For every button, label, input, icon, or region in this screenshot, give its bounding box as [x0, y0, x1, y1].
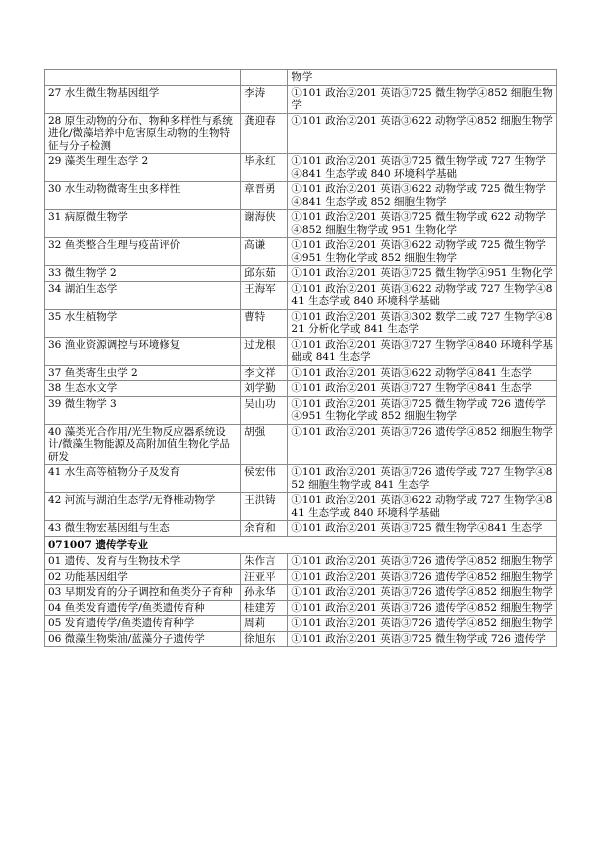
exam-subjects-cell: ①101 政治②201 英语③622 动物学或 725 微生物学④951 生物化学或 852 细胞生物学 — [288, 238, 557, 266]
advisor-cell: 李涛 — [241, 85, 288, 113]
exam-subjects-cell: ①101 政治②201 英语③726 遗传学④852 细胞生物学 — [288, 585, 557, 601]
research-direction-cell: 02 功能基因组学 — [45, 569, 241, 585]
exam-subjects-cell: ①101 政治②201 英语③622 动物学④852 细胞生物学 — [288, 113, 557, 154]
exam-subjects-cell: ①101 政治②201 英语③727 生物学④841 生态学 — [288, 381, 557, 397]
research-direction-cell: 28 原生动物的分布、物种多样性与系统进化/微藻培养中危害原生动物的生物特征与分子检测 — [45, 113, 241, 154]
advisor-cell: 胡强 — [241, 424, 288, 465]
exam-subjects-cell: ①101 政治②201 英语③725 微生物学④951 生物化学 — [288, 266, 557, 282]
table-row — [45, 266, 557, 282]
advisor-cell: 过龙根 — [241, 337, 288, 365]
research-direction-cell: 34 湖泊生态学 — [45, 281, 241, 309]
exam-subjects-cell: ①101 政治②201 英语③622 动物学或 727 生物学④841 生态学或 840 环境科学基础 — [288, 281, 557, 309]
table-row — [45, 465, 557, 493]
exam-subjects-cell: ①101 政治②201 英语③622 动物学④841 生态学 — [288, 365, 557, 381]
advisor-cell — [241, 70, 288, 86]
advisor-cell: 徐旭东 — [241, 631, 288, 647]
research-direction-cell: 05 发育遗传学/鱼类遗传育种学 — [45, 616, 241, 632]
table-row — [45, 493, 557, 521]
research-direction-cell: 39 微生物学 3 — [45, 396, 241, 424]
table-row — [45, 281, 557, 309]
research-direction-cell: 41 水生高等植物分子及发育 — [45, 465, 241, 493]
section-heading: 071007 遗传学专业 — [45, 536, 557, 554]
table-row — [45, 85, 557, 113]
research-direction-cell: 32 鱼类整合生理与疫苗评价 — [45, 238, 241, 266]
research-direction-cell: 04 鱼类发育遗传学/鱼类遗传育种 — [45, 600, 241, 616]
table-row — [45, 585, 557, 601]
advisor-cell: 李文祥 — [241, 365, 288, 381]
exam-subjects-cell: ①101 政治②201 英语③726 遗传学④852 细胞生物学 — [288, 424, 557, 465]
advisor-cell: 龚迎春 — [241, 113, 288, 154]
exam-subjects-cell: ①101 政治②201 英语③726 遗传学④852 细胞生物学 — [288, 569, 557, 585]
exam-subjects-cell: ①101 政治②201 英语③725 微生物学或 726 遗传学 — [288, 631, 557, 647]
table-row — [45, 569, 557, 585]
table-row — [45, 337, 557, 365]
research-direction-cell: 37 鱼类寄生虫学 2 — [45, 365, 241, 381]
exam-subjects-cell: ①101 政治②201 英语③726 遗传学或 727 生物学④852 细胞生物学或 841 生态学 — [288, 465, 557, 493]
research-direction-cell: 31 病原微生物学 — [45, 210, 241, 238]
exam-subjects-cell: ①101 政治②201 英语③726 遗传学④852 细胞生物学 — [288, 600, 557, 616]
research-direction-cell: 06 微藻生物柴油/蓝藻分子遗传学 — [45, 631, 241, 647]
advisor-cell: 曹特 — [241, 309, 288, 337]
section-row — [45, 536, 557, 554]
advisor-cell: 王洪铸 — [241, 493, 288, 521]
advisor-cell: 孙永华 — [241, 585, 288, 601]
research-direction-cell: 30 水生动物微寄生虫多样性 — [45, 182, 241, 210]
advisor-cell: 刘学勤 — [241, 381, 288, 397]
advisor-cell: 高谦 — [241, 238, 288, 266]
table-row — [45, 154, 557, 182]
research-direction-cell: 33 微生物学 2 — [45, 266, 241, 282]
table-row — [45, 600, 557, 616]
research-direction-cell: 42 河流与湖泊生态学/无脊椎动物学 — [45, 493, 241, 521]
advisor-cell: 桂建芳 — [241, 600, 288, 616]
table-row — [45, 70, 557, 86]
advisor-cell: 吴山功 — [241, 396, 288, 424]
table-row — [45, 616, 557, 632]
exam-subjects-cell: ①101 政治②201 英语③725 微生物学④852 细胞生物学 — [288, 85, 557, 113]
exam-subjects-cell: ①101 政治②201 英语③725 微生物学或 622 动物学④852 细胞生物学或 951 生物化学 — [288, 210, 557, 238]
advisor-cell: 汪亚平 — [241, 569, 288, 585]
research-direction-cell: 03 早期发育的分子调控和鱼类分子育种 — [45, 585, 241, 601]
research-direction-cell: 01 遗传、发育与生物技术学 — [45, 554, 241, 570]
advisor-cell: 侯宏伟 — [241, 465, 288, 493]
advisor-cell: 朱作言 — [241, 554, 288, 570]
exam-subjects-cell: ①101 政治②201 英语③727 生物学④840 环境科学基础或 841 生态学 — [288, 337, 557, 365]
research-direction-cell: 40 藻类光合作用/光生物反应器系统设计/微藻生物能源及高附加值生物化学品研发 — [45, 424, 241, 465]
exam-subjects-cell: ①101 政治②201 英语③725 微生物学或 726 遗传学④951 生物化学或 852 细胞生物学 — [288, 396, 557, 424]
program-table — [44, 69, 557, 647]
exam-subjects-cell: 物学 — [288, 70, 557, 86]
exam-subjects-cell: ①101 政治②201 英语③302 数学二或 727 生物学④821 分析化学或 841 生态学 — [288, 309, 557, 337]
research-direction-cell — [45, 70, 241, 86]
table-row — [45, 113, 557, 154]
exam-subjects-cell: ①101 政治②201 英语③725 微生物学④841 生态学 — [288, 521, 557, 537]
table-row — [45, 424, 557, 465]
advisor-cell: 余育和 — [241, 521, 288, 537]
exam-subjects-cell: ①101 政治②201 英语③726 遗传学④852 细胞生物学 — [288, 554, 557, 570]
advisor-cell: 邱东茹 — [241, 266, 288, 282]
advisor-cell: 王海军 — [241, 281, 288, 309]
research-direction-cell: 29 藻类生理生态学 2 — [45, 154, 241, 182]
table-row — [45, 365, 557, 381]
table-row — [45, 210, 557, 238]
research-direction-cell: 35 水生植物学 — [45, 309, 241, 337]
research-direction-cell: 43 微生物宏基因组与生态 — [45, 521, 241, 537]
table-row — [45, 554, 557, 570]
research-direction-cell: 27 水生微生物基因组学 — [45, 85, 241, 113]
advisor-cell: 章晋勇 — [241, 182, 288, 210]
table-row — [45, 182, 557, 210]
table-row — [45, 309, 557, 337]
table-row — [45, 381, 557, 397]
table-body — [45, 70, 557, 647]
advisor-cell: 谢海侠 — [241, 210, 288, 238]
exam-subjects-cell: ①101 政治②201 英语③622 动物学或 727 生物学④841 生态学或 840 环境科学基础 — [288, 493, 557, 521]
table-row — [45, 521, 557, 537]
exam-subjects-cell: ①101 政治②201 英语③725 微生物学或 727 生物学④841 生态学或 840 环境科学基础 — [288, 154, 557, 182]
table-row — [45, 631, 557, 647]
exam-subjects-cell: ①101 政治②201 英语③726 遗传学④852 细胞生物学 — [288, 616, 557, 632]
research-direction-cell: 38 生态水文学 — [45, 381, 241, 397]
advisor-cell: 毕永红 — [241, 154, 288, 182]
table-row — [45, 238, 557, 266]
advisor-cell: 周莉 — [241, 616, 288, 632]
research-direction-cell: 36 渔业资源调控与环境修复 — [45, 337, 241, 365]
exam-subjects-cell: ①101 政治②201 英语③622 动物学或 725 微生物学④841 生态学或 852 细胞生物学 — [288, 182, 557, 210]
table-row — [45, 396, 557, 424]
